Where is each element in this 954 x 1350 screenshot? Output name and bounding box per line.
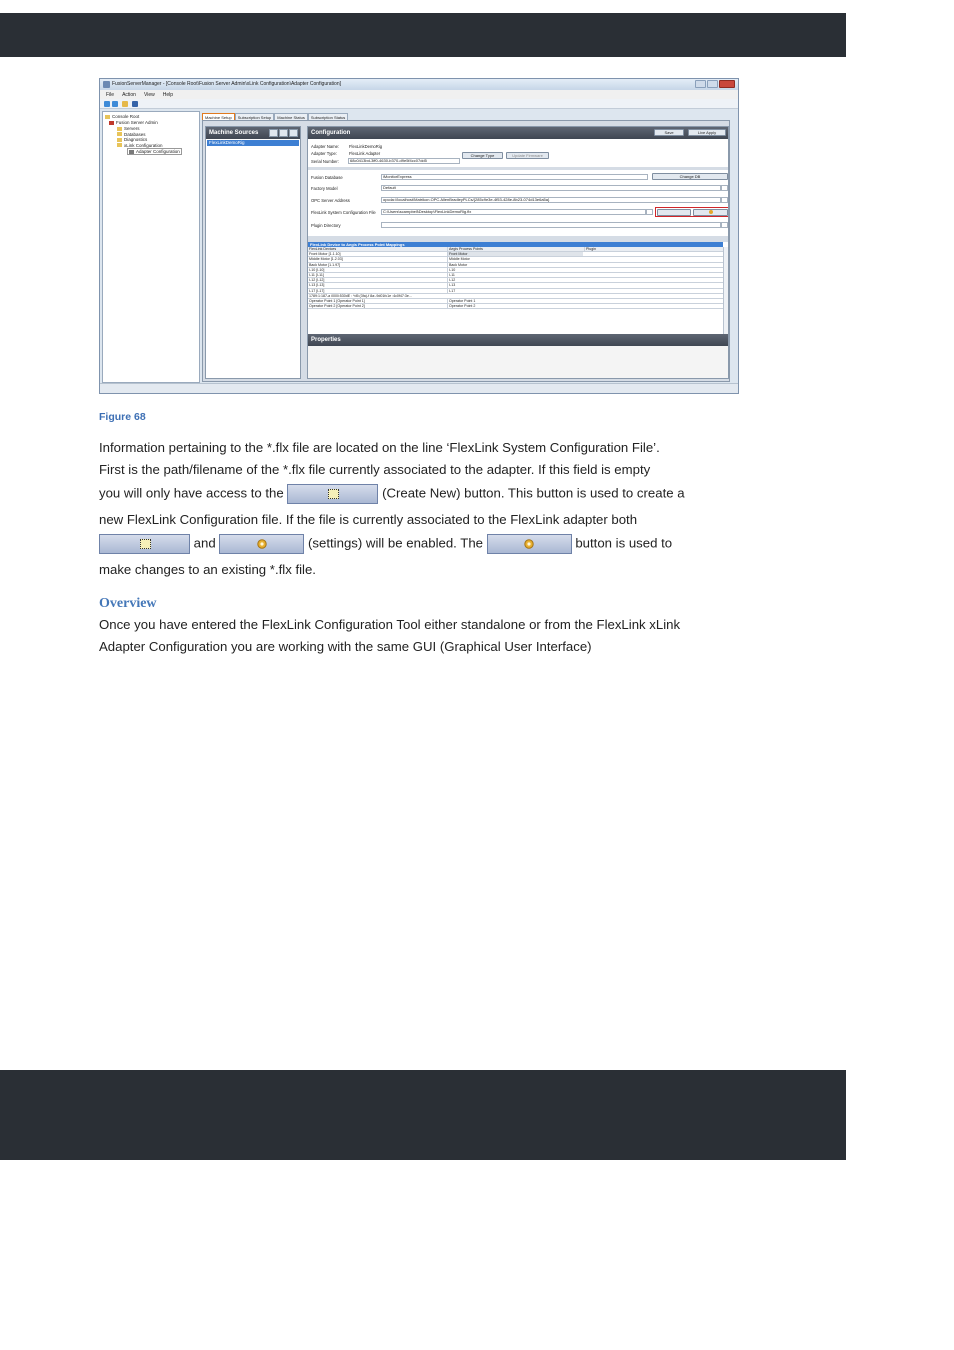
opc-browse-icon[interactable] [721,197,728,203]
tab-subscription-setup[interactable]: Subscription Setup [235,113,275,120]
tab-machine-status[interactable]: Machine Status [274,113,308,120]
gear-icon [256,538,268,550]
paragraph-line: you will only have access to the (Create New) button. This button is used to create a [99,484,685,504]
tab-machine-setup[interactable]: Machine Setup [202,113,235,120]
folder-icon [105,115,110,119]
tree-item-diagnostics[interactable]: Diagnostics [117,137,147,142]
settings-button-image [487,534,572,554]
table-row[interactable]: 1789:1:187-a i000i:530dE : *d5:(3fa)-f 8a:-9d01fc1e :4c0f47:3e... [308,294,723,299]
create-new-button-image [287,484,378,504]
mapping-title: FlexLink Device to Aegis Process Point Mappings [308,242,723,247]
mapping-table [308,247,723,309]
toolbar [100,99,738,109]
table-row[interactable]: I-10 [I-10] I-10 [308,268,723,273]
tree-item-console-root[interactable]: Console Root [105,114,139,119]
folder-up-icon[interactable] [122,101,128,107]
tab-strip [202,113,348,120]
minimize-icon[interactable] [695,80,706,88]
paragraph-line: First is the path/filename of the *.flx file currently associated to the adapter. If this field is empty [99,462,651,477]
table-row[interactable]: Operator Point 2 [Operator Point 2] Operator Point 2 [308,304,723,309]
tree-item-databases[interactable]: Databases [117,132,146,137]
folder-icon [117,127,122,131]
back-icon[interactable] [104,101,110,107]
paragraph-line: new FlexLink Configuration file. If the file is currently associated to the FlexLink adapter both [99,512,638,527]
fusion-database-field[interactable]: iMonitorExpress [381,174,648,180]
tree-item-fusion-server-admin[interactable]: Fusion Server Admin [109,120,158,125]
plugin-browse-icon[interactable] [721,222,728,228]
opc-server-label: OPC Server Address [311,198,350,203]
fusion-database-label: Fusion Database [311,175,343,180]
tree-item-servers[interactable]: Servers [117,126,140,131]
serial-number-field[interactable]: 68c0413bd-3ff0-4630-b370-d9e5f4cc07dd5 [348,158,460,164]
flx-file-label: FlexLink System Configuration File [311,210,376,215]
machine-setup-content [202,120,730,382]
flx-create-new-button[interactable] [657,209,691,216]
adapter-name-value: FlexLinkDemoRig [349,144,383,149]
properties-header: Properties [308,334,728,346]
table-row[interactable]: Front Motor [1.1.10] Front Motor [308,252,723,257]
table-row[interactable]: I-17 [I-17] I-17 [308,289,723,294]
folder-icon [117,143,122,147]
mapping-scrollbar[interactable] [723,247,729,335]
configuration-header: Configuration Save Live Apply [308,127,728,139]
properties-panel [308,346,728,379]
figure-caption: Figure 68 [99,411,146,423]
plugin-directory-field[interactable] [381,222,721,228]
settings-button-image [219,534,304,554]
gear-icon [709,210,713,214]
screenshot-window [99,78,739,394]
app-icon [103,81,110,88]
edit-source-icon[interactable] [279,129,288,137]
change-type-button[interactable]: Change Type [462,152,503,159]
status-bar [100,383,738,393]
paragraph-line: Adapter Configuration you are working with the same GUI (Graphical User Interface) [99,639,592,654]
header-band [0,13,846,57]
save-button[interactable]: Save [654,129,684,136]
section-heading: Overview [99,596,157,611]
mapping-header-row: FlexLink Devices Aegis Process Points Plugin [308,247,723,252]
menu-view[interactable]: View [143,91,155,98]
help-icon[interactable] [132,101,138,107]
table-row[interactable]: I-11 [I-11] I-11 [308,273,723,278]
create-new-button-image [99,534,190,554]
machine-sources-header: Machine Sources [206,127,300,139]
add-source-icon[interactable] [269,129,278,137]
flx-settings-button[interactable] [693,209,728,216]
tree-item-xlink-configuration[interactable]: xLink Configuration [117,143,163,148]
plugin-directory-label: Plugin Directory [311,223,341,228]
paragraph-line: and (settings) will be enabled. The button is used to [99,534,672,554]
menu-action[interactable]: Action [122,91,136,98]
tab-subscription-status[interactable]: Subscription Status [308,113,348,120]
folder-icon [117,138,122,142]
window-title: FusionServerManager - [Console Root\Fusion Server Admin\xLink Configuration\Adapter Configuration] [112,81,342,87]
opc-server-field[interactable]: opcda://localhost/Matrikon.OPC.AllenBradleyPLCs/{285c9e3e-4f53-428e-8b23-074d13e6a5a} [381,197,721,203]
factory-model-select[interactable]: Default [381,185,721,191]
paragraph-line: Once you have entered the FlexLink Configuration Tool either standalone or from the FlexLink xLink [99,617,681,632]
serial-number-label: Serial Number: [311,159,339,164]
window-titlebar [100,79,738,90]
flx-file-field[interactable]: C:\Users\scampbell\Desktop\FlexLinkDemoRig.flx [381,209,646,215]
machine-sources-panel [205,126,301,379]
menu-help[interactable]: Help [162,91,174,98]
table-row[interactable]: Back Motor [1.1.97] Back Motor [308,263,723,268]
table-row[interactable]: Operator Point 1 [Operator Point 1] Operator Point 1 [308,299,723,304]
tree-item-adapter-configuration[interactable]: Adapter Configuration [127,148,182,155]
adapter-type-value: FlexLink Adapter [349,151,381,156]
console-tree [102,111,200,383]
close-icon[interactable] [719,80,735,88]
table-row[interactable]: Middle Motor [1.2.03] Middle Motor [308,257,723,262]
footer-band [0,1070,846,1160]
flx-browse-icon[interactable] [646,209,653,215]
delete-source-icon[interactable] [289,129,298,137]
forward-icon[interactable] [112,101,118,107]
fusion-icon [109,121,114,125]
change-db-button[interactable]: Change DB [652,173,728,180]
menu-file[interactable]: File [106,91,115,98]
configuration-panel [307,126,729,379]
document-icon [129,150,134,154]
table-row[interactable]: I-12 [I-12] I-12 [308,278,723,283]
factory-model-label: Factory Model [311,186,338,191]
machine-source-item[interactable]: FlexLinkDemoRig [207,140,299,146]
menu-bar [100,90,738,99]
table-row[interactable]: I-13 [I-13] I-13 [308,283,723,288]
gear-icon [523,538,535,550]
paragraph-line: Information pertaining to the *.flx file are located on the line ‘FlexLink System Configuration File’. [99,440,660,455]
folder-icon [117,132,122,136]
separator [308,167,728,170]
create-new-icon [328,489,339,499]
adapter-name-label: Adapter Name: [311,144,340,149]
paragraph-line: make changes to an existing *.flx file. [99,562,316,577]
create-new-icon [140,539,151,549]
factory-model-dropdown-icon[interactable] [721,185,728,191]
adapter-type-label: Adapter Type: [311,151,337,156]
maximize-icon[interactable] [707,80,718,88]
update-firmware-button[interactable]: Update Firmware [506,152,549,159]
live-apply-button[interactable]: Live Apply [688,129,726,136]
